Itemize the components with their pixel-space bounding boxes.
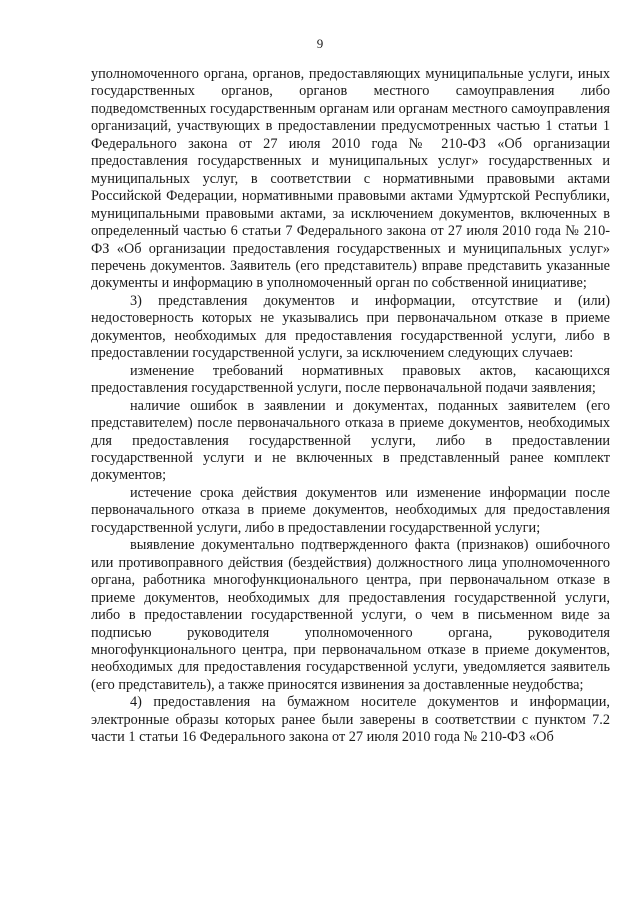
document-body: [91, 66, 610, 747]
paragraph-continuation: уполномоченного органа, органов, предоставляющих муниципальные услуги, иных государственных органов, органов местного самоуправления либо подведомственных государственным органам или органам местного самоуправления организаций, участвующих в предоставлении предусмотренных частью 1 статьи 1 Федерального закона от 27 июля 2010 года № 210-ФЗ «Об организации предоставления государственных и муниципальных услуг» государственных и муниципальных услуг, в соответствии с нормативными правовыми актами Российской Федерации, нормативными правовыми актами Удмуртской Республики, муниципальными правовыми актами, за исключением документов, включенных в определенный частью 6 статьи 7 Федерального закона от 27 июля 2010 года № 210-ФЗ «Об организации предоставления государственных и муниципальных услуг» перечень документов. Заявитель (его представитель) вправе представить указанные документы и информацию в уполномоченный орган по собственной инициативе;: [91, 66, 610, 292]
paragraph-exception-misconduct: выявление документально подтвержденного факта (признаков) ошибочного или противоправного действия (бездействия) должностного лица уполномоченного органа, работника многофункционального центра, при первоначальном отказе в приеме документов, необходимых для предоставления государственной услуги, либо в предоставлении государственной услуги, о чем в письменном виде за подписью руководителя уполномоченного органа, руководителя многофункционального центра, при первоначальном отказе в приеме документов, необходимых для предоставления государственной услуги, уведомляется заявитель (его представитель), а также приносятся извинения за доставленные неудобства;: [91, 537, 610, 693]
paragraph-exception-errors: наличие ошибок в заявлении и документах, поданных заявителем (его представителем) после первоначального отказа в приеме документов, необходимых для предоставления государственной услуги, либо в предоставлении государственной услуги и не включенных в представленный ранее комплект документов;: [91, 397, 610, 484]
paragraph-item-3: 3) представления документов и информации, отсутствие и (или) недостоверность которых не указывались при первоначальном отказе в приеме документов, необходимых для предоставления государственной услуги, либо в предоставлении государственной услуги, за исключением следующих случаев:: [91, 292, 610, 362]
paragraph-item-4: 4) предоставления на бумажном носителе документов и информации, электронные образы которых ранее были заверены в соответствии с пунктом 7.2 части 1 статьи 16 Федерального закона от 27 июля 2010 года № 210-ФЗ «Об: [91, 694, 610, 746]
paragraph-exception-expiry: истечение срока действия документов или изменение информации после первоначального отказа в приеме документов, необходимых для предоставления государственной услуги, либо в предоставлении государственной услуги;: [91, 484, 610, 536]
page-number: 9: [316, 36, 324, 51]
paragraph-exception-requirements-change: изменение требований нормативных правовых актов, касающихся предоставления государственной услуги, после первоначальной подачи заявления;: [91, 362, 610, 397]
